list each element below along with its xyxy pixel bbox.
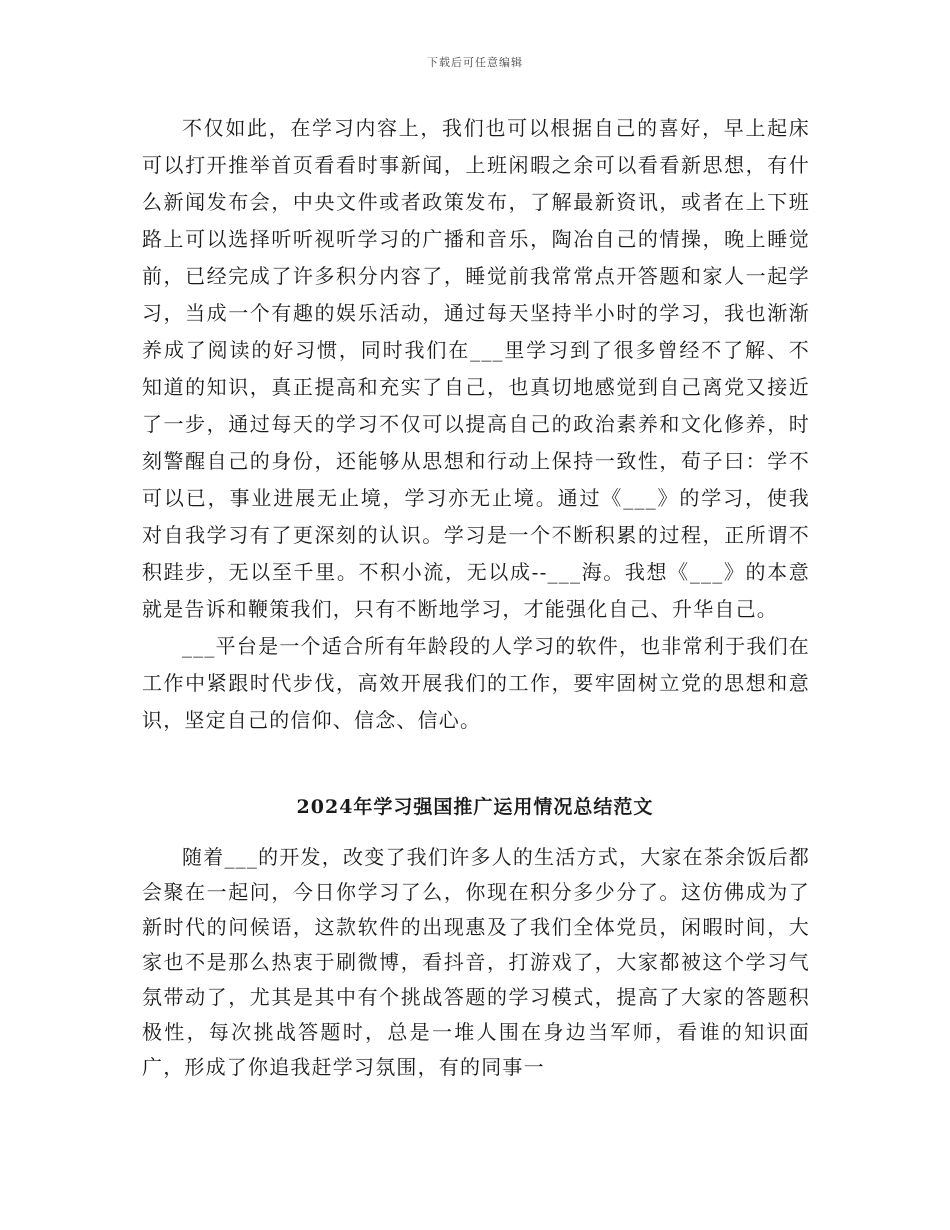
page-header-note: 下载后可任意编辑 <box>427 56 523 69</box>
section-2-body <box>142 840 810 1085</box>
section-2-title: 2024年学习强国推广运用情况总结范文 <box>296 796 654 818</box>
paragraph-1-2: ___平台是一个适合所有年龄段的人学习的软件，也非常利于我们在工作中紧跟时代步伐，高效开展我们的工作，要牢固树立党的思想和意识，坚定自己的信仰、信念、信心。 <box>142 634 810 732</box>
paragraph-2-1: 随着___的开发，改变了我们许多人的生活方式，大家在茶余饭后都会聚在一起问，今日你学习了么，你现在积分多少分了。这仿佛成为了新时代的问候语，这款软件的出现惠及了我们全体党员，闲暇时间，大家也不是那么热衷于刷微博，看抖音，打游戏了，大家都被这个学习气氛带动了，尤其是其中有个挑战答题的学习模式，提高了大家的答题积极性，每次挑战答题时，总是一堆人围在身边当军师，看谁的知识面广，形成了你追我赶学习氛围，有的同事一 <box>142 845 810 1079</box>
paragraph-1-1: 不仅如此，在学习内容上，我们也可以根据自己的喜好，早上起床可以打开推举首页看看时事新闻，上班闲暇之余可以看看新思想，有什么新闻发布会，中央文件或者政策发布，了解最新资讯，或者在上下班路上可以选择听听视听学习的广播和音乐，陶冶自己的情操，晚上睡觉前，已经完成了许多积分内容了，睡觉前我常常点开答题和家人一起学习，当成一个有趣的娱乐活动，通过每天坚持半小时的学习，我也渐渐养成了阅读的好习惯，同时我们在___里学习到了很多曾经不了解、不知道的知识，真正提高和充实了自己，也真切地感觉到自己离党又接近了一步，通过每天的学习不仅可以提高自己的政治素养和文化修养，时刻警醒自己的身份，还能够从思想和行动上保持一致性，荀子曰：学不可以已，事业进展无止境，学习亦无止境。通过《___》的学习，使我对自我学习有了更深刻的认识。学习是一个不断积累的过程，正所谓不积跬步，无以至千里。不积小流，无以成--___海。我想《___》的本意就是告诉和鞭策我们，只有不断地学习，才能强化自己、升华自己。 <box>142 116 810 621</box>
section-1-body <box>142 110 810 739</box>
